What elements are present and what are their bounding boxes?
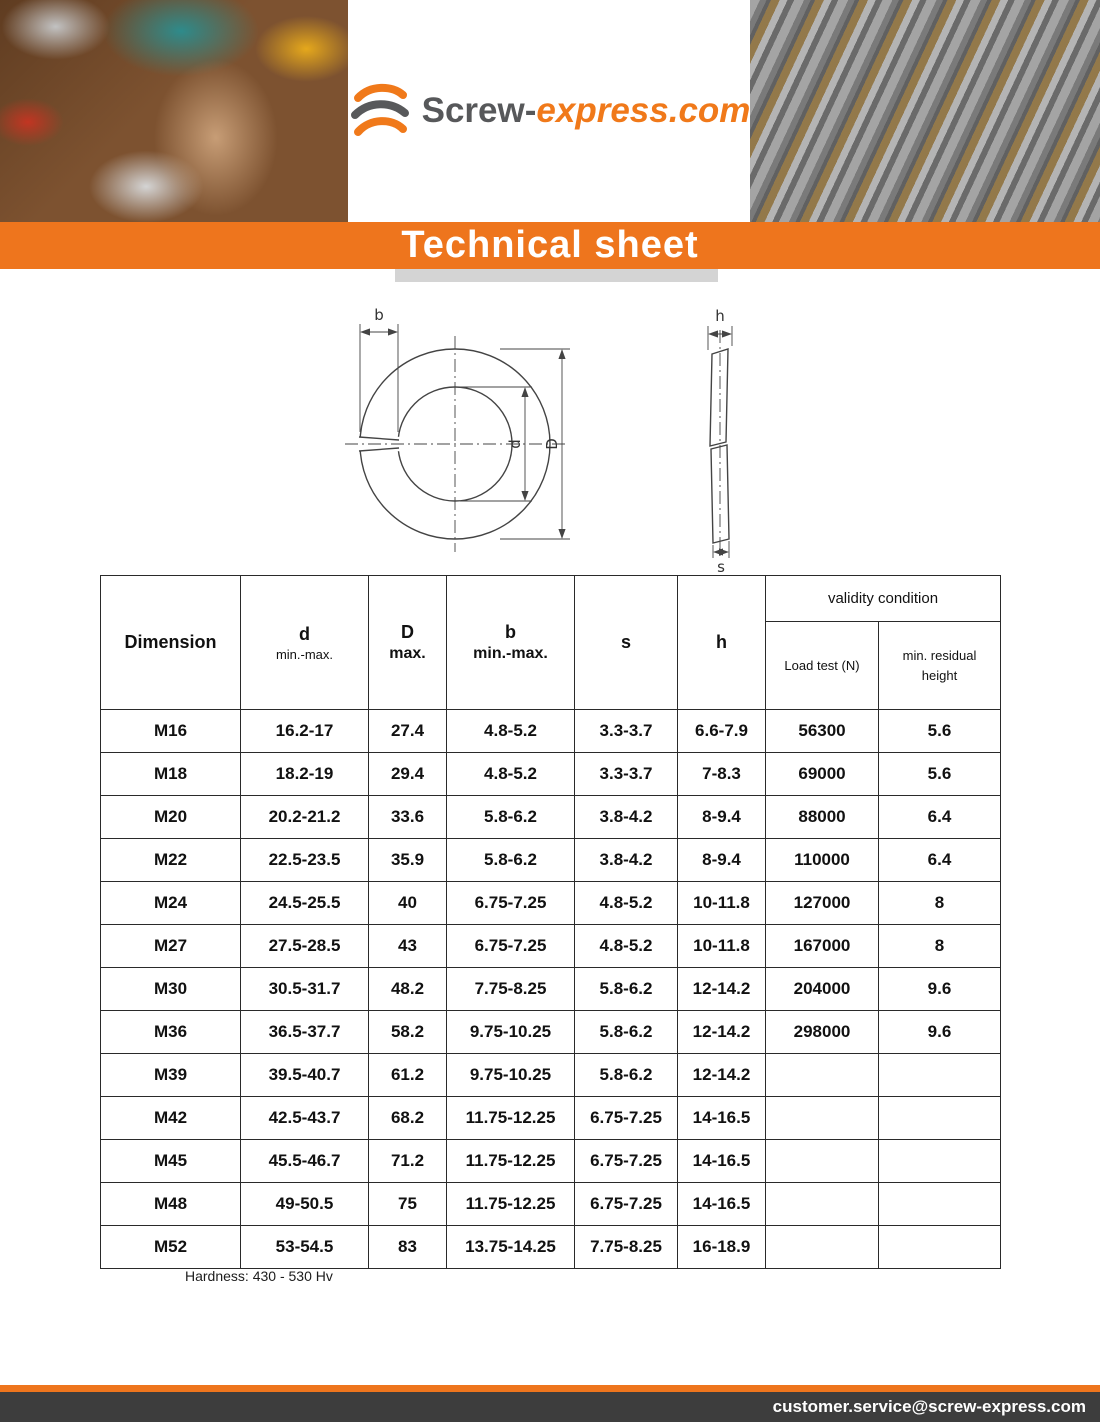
cell-s: 4.8-5.2 (575, 882, 678, 925)
col-header-b-sub: min.-max. (473, 645, 548, 662)
table-row (101, 1054, 1001, 1097)
screws-pile-photo (750, 0, 1100, 222)
cell-min-residual-height: 9.6 (879, 968, 1001, 1011)
cell-D-max: 48.2 (369, 968, 447, 1011)
cell-d-min-max: 36.5-37.7 (241, 1011, 369, 1054)
table-row (101, 968, 1001, 1011)
cell-min-residual-height: 6.4 (879, 839, 1001, 882)
cell-D-max: 71.2 (369, 1140, 447, 1183)
table-row (101, 925, 1001, 968)
cell-d-min-max: 27.5-28.5 (241, 925, 369, 968)
brand-name (422, 91, 751, 131)
cell-d-min-max: 18.2-19 (241, 753, 369, 796)
cell-D-max: 27.4 (369, 710, 447, 753)
cell-s: 5.8-6.2 (575, 1054, 678, 1097)
table-row (101, 753, 1001, 796)
cell-h: 12-14.2 (678, 1011, 766, 1054)
footer-accent-bar (0, 1385, 1100, 1392)
cell-D-max: 40 (369, 882, 447, 925)
cell-h: 10-11.8 (678, 882, 766, 925)
cell-b-min-max: 5.8-6.2 (447, 839, 575, 882)
table-row (101, 1140, 1001, 1183)
washer-front-view (345, 324, 570, 552)
cell-s: 3.3-3.7 (575, 710, 678, 753)
cell-min-residual-height: 5.6 (879, 753, 1001, 796)
cell-h: 8-9.4 (678, 839, 766, 882)
cell-min-residual-height: 5.6 (879, 710, 1001, 753)
cell-s: 4.8-5.2 (575, 925, 678, 968)
cell-load-test (766, 1183, 879, 1226)
cell-d-min-max: 39.5-40.7 (241, 1054, 369, 1097)
col-header-h: h (678, 576, 766, 710)
cell-h: 14-16.5 (678, 1183, 766, 1226)
table-row (101, 1183, 1001, 1226)
cell-b-min-max: 9.75-10.25 (447, 1054, 575, 1097)
col-header-D-max (369, 576, 447, 710)
cell-D-max: 61.2 (369, 1054, 447, 1097)
cell-b-min-max: 4.8-5.2 (447, 710, 575, 753)
cell-b-min-max: 9.75-10.25 (447, 1011, 575, 1054)
cell-d-min-max: 16.2-17 (241, 710, 369, 753)
dim-label-h: h (715, 307, 725, 325)
cell-b-min-max: 11.75-12.25 (447, 1183, 575, 1226)
workbench-photo (0, 0, 348, 222)
col-header-s: s (575, 576, 678, 710)
cell-D-max: 68.2 (369, 1097, 447, 1140)
cell-dimension: M39 (101, 1054, 241, 1097)
cell-D-max: 29.4 (369, 753, 447, 796)
cell-h: 12-14.2 (678, 1054, 766, 1097)
cell-b-min-max: 7.75-8.25 (447, 968, 575, 1011)
spec-table-header (101, 576, 1001, 710)
cell-h: 7-8.3 (678, 753, 766, 796)
cell-d-min-max: 53-54.5 (241, 1226, 369, 1269)
col-header-D-main: D (401, 622, 414, 642)
cell-h: 10-11.8 (678, 925, 766, 968)
cell-h: 8-9.4 (678, 796, 766, 839)
cell-d-min-max: 45.5-46.7 (241, 1140, 369, 1183)
page-header (0, 0, 1100, 222)
hardness-note: Hardness: 430 - 530 Hv (185, 1268, 333, 1284)
cell-h: 6.6-7.9 (678, 710, 766, 753)
cell-d-min-max: 20.2-21.2 (241, 796, 369, 839)
table-row (101, 882, 1001, 925)
col-header-d-sub: min.-max. (275, 646, 334, 662)
title-banner-shadow (395, 269, 718, 282)
col-header-validity-condition: validity condition (766, 576, 1001, 622)
cell-load-test: 69000 (766, 753, 879, 796)
cell-D-max: 58.2 (369, 1011, 447, 1054)
cell-d-min-max: 24.5-25.5 (241, 882, 369, 925)
washer-technical-drawing (300, 294, 780, 574)
cell-s: 5.8-6.2 (575, 968, 678, 1011)
cell-dimension: M22 (101, 839, 241, 882)
table-row (101, 710, 1001, 753)
cell-s: 3.3-3.7 (575, 753, 678, 796)
col-header-d (241, 576, 369, 710)
header-logo-area (348, 0, 751, 222)
cell-s: 6.75-7.25 (575, 1097, 678, 1140)
col-header-b-main: b (505, 622, 516, 642)
brand-name-suffix: express.com (536, 91, 751, 130)
table-row (101, 796, 1001, 839)
cell-b-min-max: 13.75-14.25 (447, 1226, 575, 1269)
cell-load-test (766, 1226, 879, 1269)
page-footer (0, 1385, 1100, 1422)
cell-d-min-max: 49-50.5 (241, 1183, 369, 1226)
cell-b-min-max: 5.8-6.2 (447, 796, 575, 839)
brand-logo (348, 82, 751, 140)
cell-dimension: M24 (101, 882, 241, 925)
cell-s: 7.75-8.25 (575, 1226, 678, 1269)
table-row (101, 1097, 1001, 1140)
cell-dimension: M16 (101, 710, 241, 753)
cell-b-min-max: 6.75-7.25 (447, 925, 575, 968)
spec-table (100, 575, 1001, 1269)
cell-D-max: 75 (369, 1183, 447, 1226)
cell-dimension: M42 (101, 1097, 241, 1140)
cell-load-test: 298000 (766, 1011, 879, 1054)
cell-s: 3.8-4.2 (575, 796, 678, 839)
footer-email: customer.service@screw-express.com (0, 1392, 1100, 1422)
dim-label-D: D (543, 438, 561, 450)
cell-d-min-max: 42.5-43.7 (241, 1097, 369, 1140)
title-banner (0, 222, 1100, 269)
cell-d-min-max: 22.5-23.5 (241, 839, 369, 882)
cell-min-residual-height: 6.4 (879, 796, 1001, 839)
col-header-b (447, 576, 575, 710)
cell-load-test: 56300 (766, 710, 879, 753)
cell-min-residual-height (879, 1054, 1001, 1097)
cell-h: 16-18.9 (678, 1226, 766, 1269)
col-header-dimension: Dimension (101, 576, 241, 710)
cell-h: 14-16.5 (678, 1140, 766, 1183)
dim-label-d: d (506, 439, 524, 449)
cell-s: 5.8-6.2 (575, 1011, 678, 1054)
cell-load-test (766, 1097, 879, 1140)
cell-dimension: M36 (101, 1011, 241, 1054)
col-header-min-residual-height: min. residual height (879, 622, 1001, 710)
cell-load-test: 127000 (766, 882, 879, 925)
washer-side-view (708, 326, 732, 558)
cell-b-min-max: 11.75-12.25 (447, 1140, 575, 1183)
cell-dimension: M30 (101, 968, 241, 1011)
cell-h: 14-16.5 (678, 1097, 766, 1140)
brand-swoosh-icon (348, 82, 410, 140)
cell-dimension: M52 (101, 1226, 241, 1269)
dim-label-s: s (717, 558, 725, 574)
cell-load-test: 204000 (766, 968, 879, 1011)
cell-b-min-max: 6.75-7.25 (447, 882, 575, 925)
cell-min-residual-height (879, 1183, 1001, 1226)
col-header-D-sub: max. (389, 645, 426, 662)
cell-dimension: M45 (101, 1140, 241, 1183)
table-row (101, 1011, 1001, 1054)
cell-dimension: M48 (101, 1183, 241, 1226)
brand-name-prefix: Screw- (421, 91, 537, 130)
cell-h: 12-14.2 (678, 968, 766, 1011)
cell-dimension: M18 (101, 753, 241, 796)
cell-min-residual-height: 8 (879, 925, 1001, 968)
cell-load-test (766, 1140, 879, 1183)
dim-label-b: b (374, 306, 384, 324)
cell-b-min-max: 4.8-5.2 (447, 753, 575, 796)
cell-D-max: 83 (369, 1226, 447, 1269)
cell-min-residual-height (879, 1226, 1001, 1269)
cell-load-test: 88000 (766, 796, 879, 839)
cell-b-min-max: 11.75-12.25 (447, 1097, 575, 1140)
cell-load-test (766, 1054, 879, 1097)
cell-dimension: M20 (101, 796, 241, 839)
page-title: Technical sheet (401, 224, 699, 266)
spec-table-body (101, 710, 1001, 1269)
col-header-load-test: Load test (N) (766, 622, 879, 710)
table-row (101, 839, 1001, 882)
cell-dimension: M27 (101, 925, 241, 968)
col-header-d-main: d (299, 623, 310, 644)
cell-d-min-max: 30.5-31.7 (241, 968, 369, 1011)
cell-s: 6.75-7.25 (575, 1140, 678, 1183)
cell-min-residual-height: 8 (879, 882, 1001, 925)
cell-load-test: 167000 (766, 925, 879, 968)
cell-D-max: 43 (369, 925, 447, 968)
cell-D-max: 33.6 (369, 796, 447, 839)
cell-load-test: 110000 (766, 839, 879, 882)
cell-D-max: 35.9 (369, 839, 447, 882)
cell-min-residual-height (879, 1097, 1001, 1140)
table-row (101, 1226, 1001, 1269)
cell-min-residual-height (879, 1140, 1001, 1183)
cell-s: 6.75-7.25 (575, 1183, 678, 1226)
cell-min-residual-height: 9.6 (879, 1011, 1001, 1054)
cell-s: 3.8-4.2 (575, 839, 678, 882)
